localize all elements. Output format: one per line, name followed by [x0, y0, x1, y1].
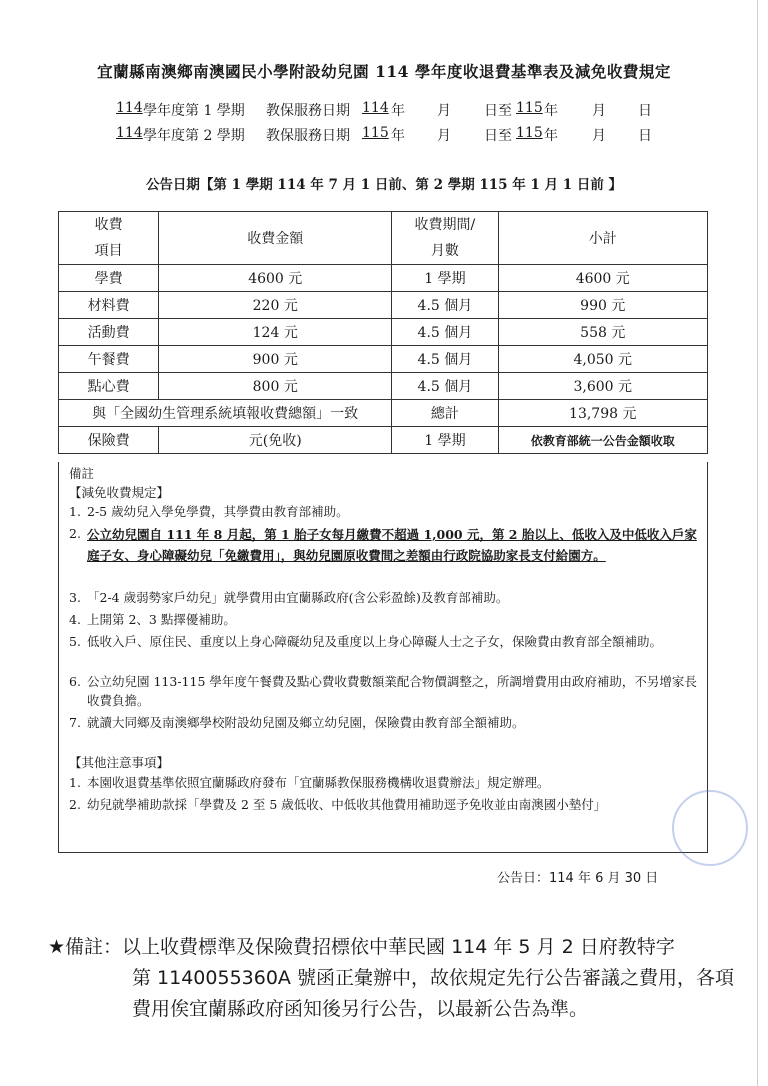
note-text: 上開第 2、3 點擇優補助。: [87, 612, 236, 627]
header-item-line1: 收費: [94, 217, 123, 233]
row-period: 4.5 個月: [392, 373, 498, 400]
note-number: 1.: [69, 775, 81, 790]
row-period: 1 學期: [392, 265, 498, 292]
total-row: [59, 400, 708, 427]
row-subtotal: 4,050 元: [498, 346, 708, 373]
semester-1-service: 教保服務日期: [266, 103, 350, 119]
fee-table: [58, 211, 708, 454]
semester-1-label: 學年度第 1 學期: [143, 103, 245, 119]
header-period-line2: 月數: [430, 243, 459, 259]
note-text: 就讀大同鄉及南澳鄉學校附設幼兒園及鄉立幼兒園，保險費由教育部全額補助。: [87, 715, 525, 730]
insurance-amount: 元(免收): [159, 427, 392, 454]
row-amount: 900 元: [159, 346, 392, 373]
semester-1-yue1: 月: [437, 103, 451, 119]
semester-2-service: 教保服務日期: [266, 128, 350, 144]
semester-1-end-year: 115: [516, 100, 543, 116]
document-title: 宜蘭縣南澳鄉南澳國民小學附設幼兒園 114 學年度收退費基準表及減免收費規定: [97, 62, 671, 81]
table-row: [59, 319, 708, 346]
note-text: 2-5 歲幼兒入學免學費，其學費由教育部補助。: [87, 504, 349, 519]
note-text: 幼兒就學補助款採「學費及 2 至 5 歲低收、中低收其他費用補助逕予免收並由南澳國小墊付」: [87, 797, 607, 812]
semester-2-year: 114: [116, 125, 143, 141]
footnote-first-line: ★備註：以上收費標準及保險費招標依中華民國 114 年 5 月 2 日府教特字: [48, 936, 675, 958]
table-row: [59, 292, 708, 319]
semester-2-ri-zhi: 日至: [484, 128, 512, 144]
semester-1-yue2: 月: [592, 103, 606, 119]
total-value: 13,798 元: [498, 400, 708, 427]
row-amount: 124 元: [159, 319, 392, 346]
fee-table-header: [59, 212, 708, 265]
semester-2-end-year: 115: [516, 125, 543, 141]
header-subtotal: 小計: [498, 212, 708, 265]
faded-seal: [672, 790, 748, 866]
insurance-period: 1 學期: [392, 427, 498, 454]
row-subtotal: 3,600 元: [498, 373, 708, 400]
table-row: [59, 265, 708, 292]
page-edge: [757, 0, 758, 1086]
semester-2-nian1: 年: [391, 128, 405, 144]
insurance-item: 保險費: [59, 427, 159, 454]
note-number: 3.: [69, 590, 81, 605]
note-number: 2.: [69, 797, 81, 812]
row-subtotal: 4600 元: [498, 265, 708, 292]
note-number: 2.: [69, 526, 81, 541]
insurance-subtotal: 依教育部統一公告金額收取: [498, 427, 708, 454]
notes-section-reduction: 【減免收費規定】: [69, 485, 170, 500]
header-period: [392, 212, 498, 265]
note-text: 公立幼兒園 113-115 學年度午餐費及點心費收費數額業配合物價調整之，所調增費用由政府補助，不另增家長收費負擔。: [87, 674, 697, 708]
note-number: 1.: [69, 504, 81, 519]
announcement-date: 公告日：114 年 6 月 30 日: [497, 871, 659, 886]
row-amount: 4600 元: [159, 265, 392, 292]
note-text: 低收入戶、原住民、重度以上身心障礙幼兒及重度以上身心障礙人士之子女，保險費由教育部全額補助。: [87, 634, 663, 649]
footnote-rest: 第 1140055360A 號函正彙辦中，故依規定先行公告審議之費用，各項費用俟宜蘭縣政府函知後另行公告，以最新公告為準。: [132, 967, 734, 1020]
row-subtotal: 990 元: [498, 292, 708, 319]
semester-1-ri2: 日: [638, 103, 652, 119]
semester-2-start-year: 115: [362, 125, 389, 141]
row-item: 點心費: [59, 373, 159, 400]
total-name: 總計: [392, 400, 498, 427]
table-row: [59, 346, 708, 373]
row-period: 4.5 個月: [392, 292, 498, 319]
header-period-line1: 收費期間/: [414, 217, 476, 233]
note-number: 4.: [69, 612, 81, 627]
semester-2-yue2: 月: [592, 128, 606, 144]
note-text: 本園收退費基準依照宜蘭縣政府發布「宜蘭縣教保服務機構收退費辦法」規定辦理。: [87, 775, 550, 790]
insurance-row: [59, 427, 708, 454]
row-amount: 800 元: [159, 373, 392, 400]
notice-date: 公告日期【第 1 學期 114 年 7 月 1 日前、第 2 學期 115 年 1 月 1 日前 】: [145, 177, 623, 193]
header-amount: 收費金額: [159, 212, 392, 265]
note-number: 6.: [69, 674, 81, 689]
semester-1-nian2: 年: [544, 103, 558, 119]
row-period: 4.5 個月: [392, 346, 498, 373]
notes-box: [58, 462, 708, 853]
semester-2-nian2: 年: [544, 128, 558, 144]
semester-2-ri2: 日: [638, 128, 652, 144]
header-item-line2: 項目: [94, 243, 123, 259]
row-item: 午餐費: [59, 346, 159, 373]
note-number: 7.: [69, 715, 81, 730]
semester-1-start-year: 114: [362, 100, 389, 116]
semester-2-label: 學年度第 2 學期: [143, 128, 245, 144]
table-row: [59, 373, 708, 400]
note-text: 「2-4 歲弱勢家戶幼兒」就學費用由宜蘭縣政府(含公彩盈餘)及教育部補助。: [87, 590, 509, 605]
row-item: 學費: [59, 265, 159, 292]
semester-2-yue1: 月: [437, 128, 451, 144]
note-number: 5.: [69, 634, 81, 649]
note-text: 公立幼兒園自 111 年 8 月起，第 1 胎子女每月繳費不超過 1,000 元，第 2 胎以上、低收入及中低收入戶家庭子女、身心障礙幼兒「免繳費用」，與幼兒園原收費間之差額由行政院協助家長支付給園方。: [87, 527, 697, 563]
notes-section-other: 【其他注意事項】: [69, 755, 170, 770]
row-item: 材料費: [59, 292, 159, 319]
row-amount: 220 元: [159, 292, 392, 319]
row-period: 4.5 個月: [392, 319, 498, 346]
row-subtotal: 558 元: [498, 319, 708, 346]
semester-1-year: 114: [116, 100, 143, 116]
semester-1-nian1: 年: [391, 103, 405, 119]
total-label: 與「全國幼生管理系統填報收費總額」一致: [59, 400, 392, 427]
semester-1-ri-zhi: 日至: [484, 103, 512, 119]
header-item: [59, 212, 159, 265]
row-item: 活動費: [59, 319, 159, 346]
notes-heading: 備註: [69, 466, 95, 481]
